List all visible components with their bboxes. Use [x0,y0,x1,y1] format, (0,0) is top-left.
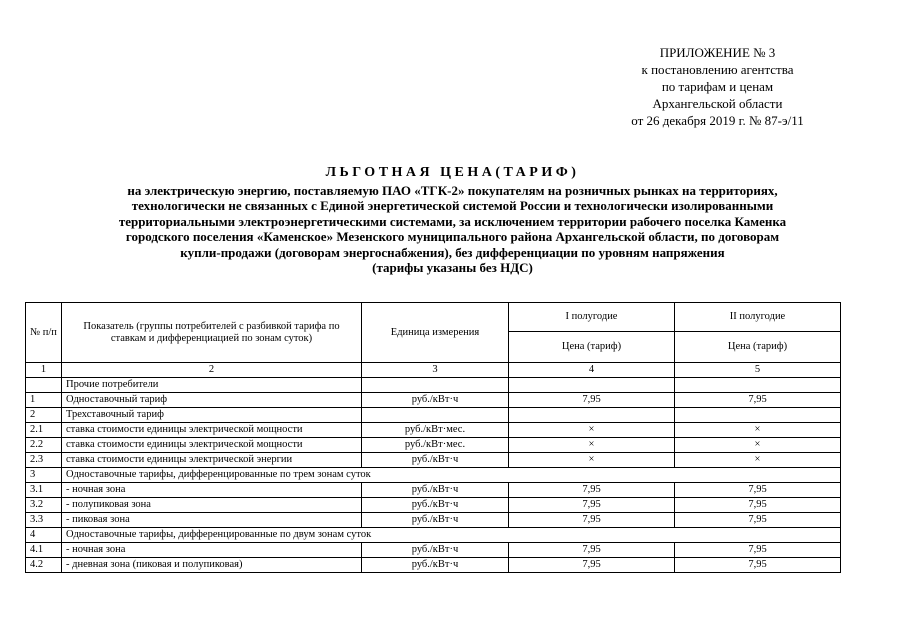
row-unit: руб./кВт·ч [362,453,509,468]
row-value-h1: × [509,453,675,468]
row-unit [362,378,509,393]
row-unit: руб./кВт·мес. [362,423,509,438]
row-num: 1 [26,393,62,408]
row-name: Одноставочные тарифы, дифференцированные по двум зонам суток [62,528,841,543]
table-row [26,438,841,453]
row-num: 4.1 [26,543,62,558]
column-number: 3 [362,363,509,378]
row-num [26,378,62,393]
row-value-h2 [675,378,841,393]
row-unit: руб./кВт·ч [362,498,509,513]
appendix-line: по тарифам и ценам [661,79,774,94]
row-name: - полупиковая зона [62,498,362,513]
row-num: 4.2 [26,558,62,573]
row-unit: руб./кВт·ч [362,513,509,528]
table-row [26,513,841,528]
row-num: 3.1 [26,483,62,498]
row-value-h2: 7,95 [675,393,841,408]
table-row [26,483,841,498]
row-unit: руб./кВт·ч [362,558,509,573]
appendix-line: от 26 декабря 2019 г. № 87-э/11 [631,113,804,128]
row-value-h1: 7,95 [509,498,675,513]
row-name: Трехставочный тариф [62,408,362,423]
row-name: Одноставочный тариф [62,393,362,408]
table-row [26,543,841,558]
row-value-h2: × [675,453,841,468]
table-row [26,408,841,423]
appendix-line: Архангельской области [652,96,783,111]
header-price1: Цена (тариф) [509,332,675,363]
title-line: территориальными электроэнергетическими системами, за исключением территории рабочего поселка Каменка [118,213,787,229]
title-line: на электрическую энергию, поставляемую ПАО «ТГК-2» покупателям на розничных рынках на территориях, [127,182,778,198]
row-value-h1 [509,378,675,393]
row-value-h2: 7,95 [675,543,841,558]
row-name: Одноставочные тарифы, дифференцированные по трем зонам суток [62,468,841,483]
main-title: ЛЬГОТНАЯ ЦЕНА(ТАРИФ) [325,165,580,180]
header-price2: Цена (тариф) [675,332,841,363]
row-value-h1: 7,95 [509,513,675,528]
row-unit: руб./кВт·ч [362,543,509,558]
table-row [26,423,841,438]
row-num: 2.2 [26,438,62,453]
column-number: 2 [62,363,362,378]
table-row [26,468,841,483]
tariff-table [25,302,841,573]
header-unit: Единица измерения [362,303,509,363]
table-row [26,558,841,573]
row-unit: руб./кВт·ч [362,393,509,408]
column-number: 5 [675,363,841,378]
title-line: купли-продажи (договорам энергоснабжения), без дифференциации по уровням напряжения [180,244,725,260]
row-name: ставка стоимости единицы электрической энергии [62,453,362,468]
row-value-h1: × [509,438,675,453]
row-value-h2: × [675,423,841,438]
row-num: 2.3 [26,453,62,468]
row-value-h2: 7,95 [675,513,841,528]
row-unit: руб./кВт·ч [362,483,509,498]
row-unit: руб./кВт·мес. [362,438,509,453]
header-half2: II полугодие [675,303,841,332]
header-indicator: Показатель (группы потребителей с разбивкой тарифа по ставкам и дифференциацией по зонам суток) [62,303,362,363]
row-value-h1: 7,95 [509,483,675,498]
row-name: ставка стоимости единицы электрической мощности [62,423,362,438]
row-num: 3 [26,468,62,483]
row-value-h2 [675,408,841,423]
document-title [40,165,865,276]
row-value-h1: 7,95 [509,558,675,573]
row-value-h2: × [675,438,841,453]
table-row [26,393,841,408]
table-row [26,453,841,468]
table-row [26,378,841,393]
row-num: 3.3 [26,513,62,528]
row-name: - пиковая зона [62,513,362,528]
row-num: 3.2 [26,498,62,513]
table-row [26,498,841,513]
column-number: 4 [509,363,675,378]
row-value-h2: 7,95 [675,483,841,498]
row-name: - ночная зона [62,543,362,558]
title-line: технологически не связанных с Единой энергетической системой России и технологически изолированными [131,198,774,213]
row-value-h1: 7,95 [509,393,675,408]
column-number: 1 [26,363,62,378]
title-line: городского поселения «Каменское» Мезенского муниципального района Архангельской области, по договорам [125,229,780,244]
row-name: ставка стоимости единицы электрической мощности [62,438,362,453]
row-value-h1: 7,95 [509,543,675,558]
appendix-header [560,44,875,129]
title-line: (тарифы указаны без НДС) [372,260,533,275]
row-num: 4 [26,528,62,543]
table-row [26,528,841,543]
row-num: 2.1 [26,423,62,438]
row-value-h2: 7,95 [675,498,841,513]
row-value-h1 [509,408,675,423]
row-num: 2 [26,408,62,423]
appendix-line: к постановлению агентства [641,62,794,77]
header-half1: I полугодие [509,303,675,332]
row-name: - дневная зона (пиковая и полупиковая) [62,558,362,573]
header-num: № п/п [26,303,62,363]
row-value-h1: × [509,423,675,438]
row-name: Прочие потребители [62,378,362,393]
row-name: - ночная зона [62,483,362,498]
row-unit [362,408,509,423]
appendix-line: ПРИЛОЖЕНИЕ № 3 [659,45,776,60]
row-value-h2: 7,95 [675,558,841,573]
